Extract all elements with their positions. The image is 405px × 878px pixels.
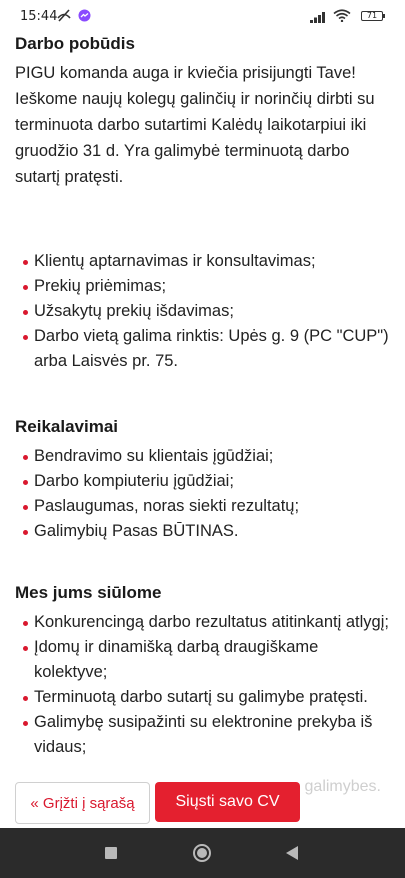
list-item: Terminuotą darbo sutartį su galimybe pratęsti.	[15, 685, 393, 710]
list-item: Darbo kompiuteriu įgūdžiai;	[15, 469, 393, 494]
bullet-icon	[23, 455, 28, 460]
bullet-icon	[23, 696, 28, 701]
navigation-bar	[0, 828, 405, 878]
offer-list	[15, 610, 393, 760]
list-item: Paslaugumas, noras siekti rezultatų;	[15, 494, 393, 519]
bullet-icon	[23, 721, 28, 726]
status-bar	[0, 0, 405, 30]
wifi-icon	[333, 9, 351, 27]
status-time: 15:44	[20, 9, 58, 24]
list-item: Klientų aptarnavimas ir konsultavimas;	[15, 249, 393, 274]
bullet-icon	[23, 505, 28, 510]
battery-icon: 71	[361, 11, 383, 21]
recent-apps-icon[interactable]	[104, 846, 118, 865]
bullet-icon	[23, 310, 28, 315]
bullet-icon	[23, 480, 28, 485]
send-cv-button[interactable]: Siųsti savo CV	[155, 782, 300, 822]
list-item: Konkurencingą darbo rezultatus atitinkantį atlygį;	[15, 610, 393, 635]
bullet-icon	[23, 285, 28, 290]
list-item: Galimybių Pasas BŪTINAS.	[15, 519, 393, 544]
list-item: Įdomų ir dinamišką darbą draugiškame kolektyve;	[15, 635, 393, 685]
back-icon[interactable]	[285, 845, 299, 866]
bullet-icon	[23, 260, 28, 265]
bullet-icon	[23, 646, 28, 651]
requirements-title: Reikalavimai	[15, 417, 119, 436]
list-item: Galimybę susipažinti su elektronine prekyba iš vidaus;	[15, 710, 393, 760]
signal-icon	[310, 10, 328, 28]
requirements-list	[15, 444, 393, 544]
list-item: Bendravimo su klientais įgūdžiai;	[15, 444, 393, 469]
faded-overflow-text: galimybes.	[304, 778, 381, 795]
tasks-list	[15, 249, 393, 374]
list-item: Užsakytų prekių išdavimas;	[15, 299, 393, 324]
no-calls-icon	[56, 9, 72, 27]
bullet-icon	[23, 530, 28, 535]
offer-title: Mes jums siūlome	[15, 583, 162, 602]
bullet-icon	[23, 335, 28, 340]
home-icon[interactable]	[192, 843, 212, 868]
list-item: Prekių priėmimas;	[15, 274, 393, 299]
bullet-icon	[23, 621, 28, 626]
messenger-icon	[78, 9, 91, 27]
intro-text: PIGU komanda auga ir kviečia prisijungti Tave! Ieškome naujų kolegų galinčių ir norinčių dirbti su terminuota darbo sutartimi Kalėdų laikotarpiui iki gruodžio 31 d. Yra galimybė terminuotą darbo sutartį pratęsti.	[15, 64, 375, 186]
intro-title: Darbo pobūdis	[15, 34, 135, 53]
action-bar	[0, 776, 405, 828]
back-to-list-button[interactable]: « Grįžti į sąrašą	[15, 782, 150, 824]
list-item: Darbo vietą galima rinktis: Upės g. 9 (PC "CUP") arba Laisvės pr. 75.	[15, 324, 393, 374]
job-description	[15, 30, 393, 760]
